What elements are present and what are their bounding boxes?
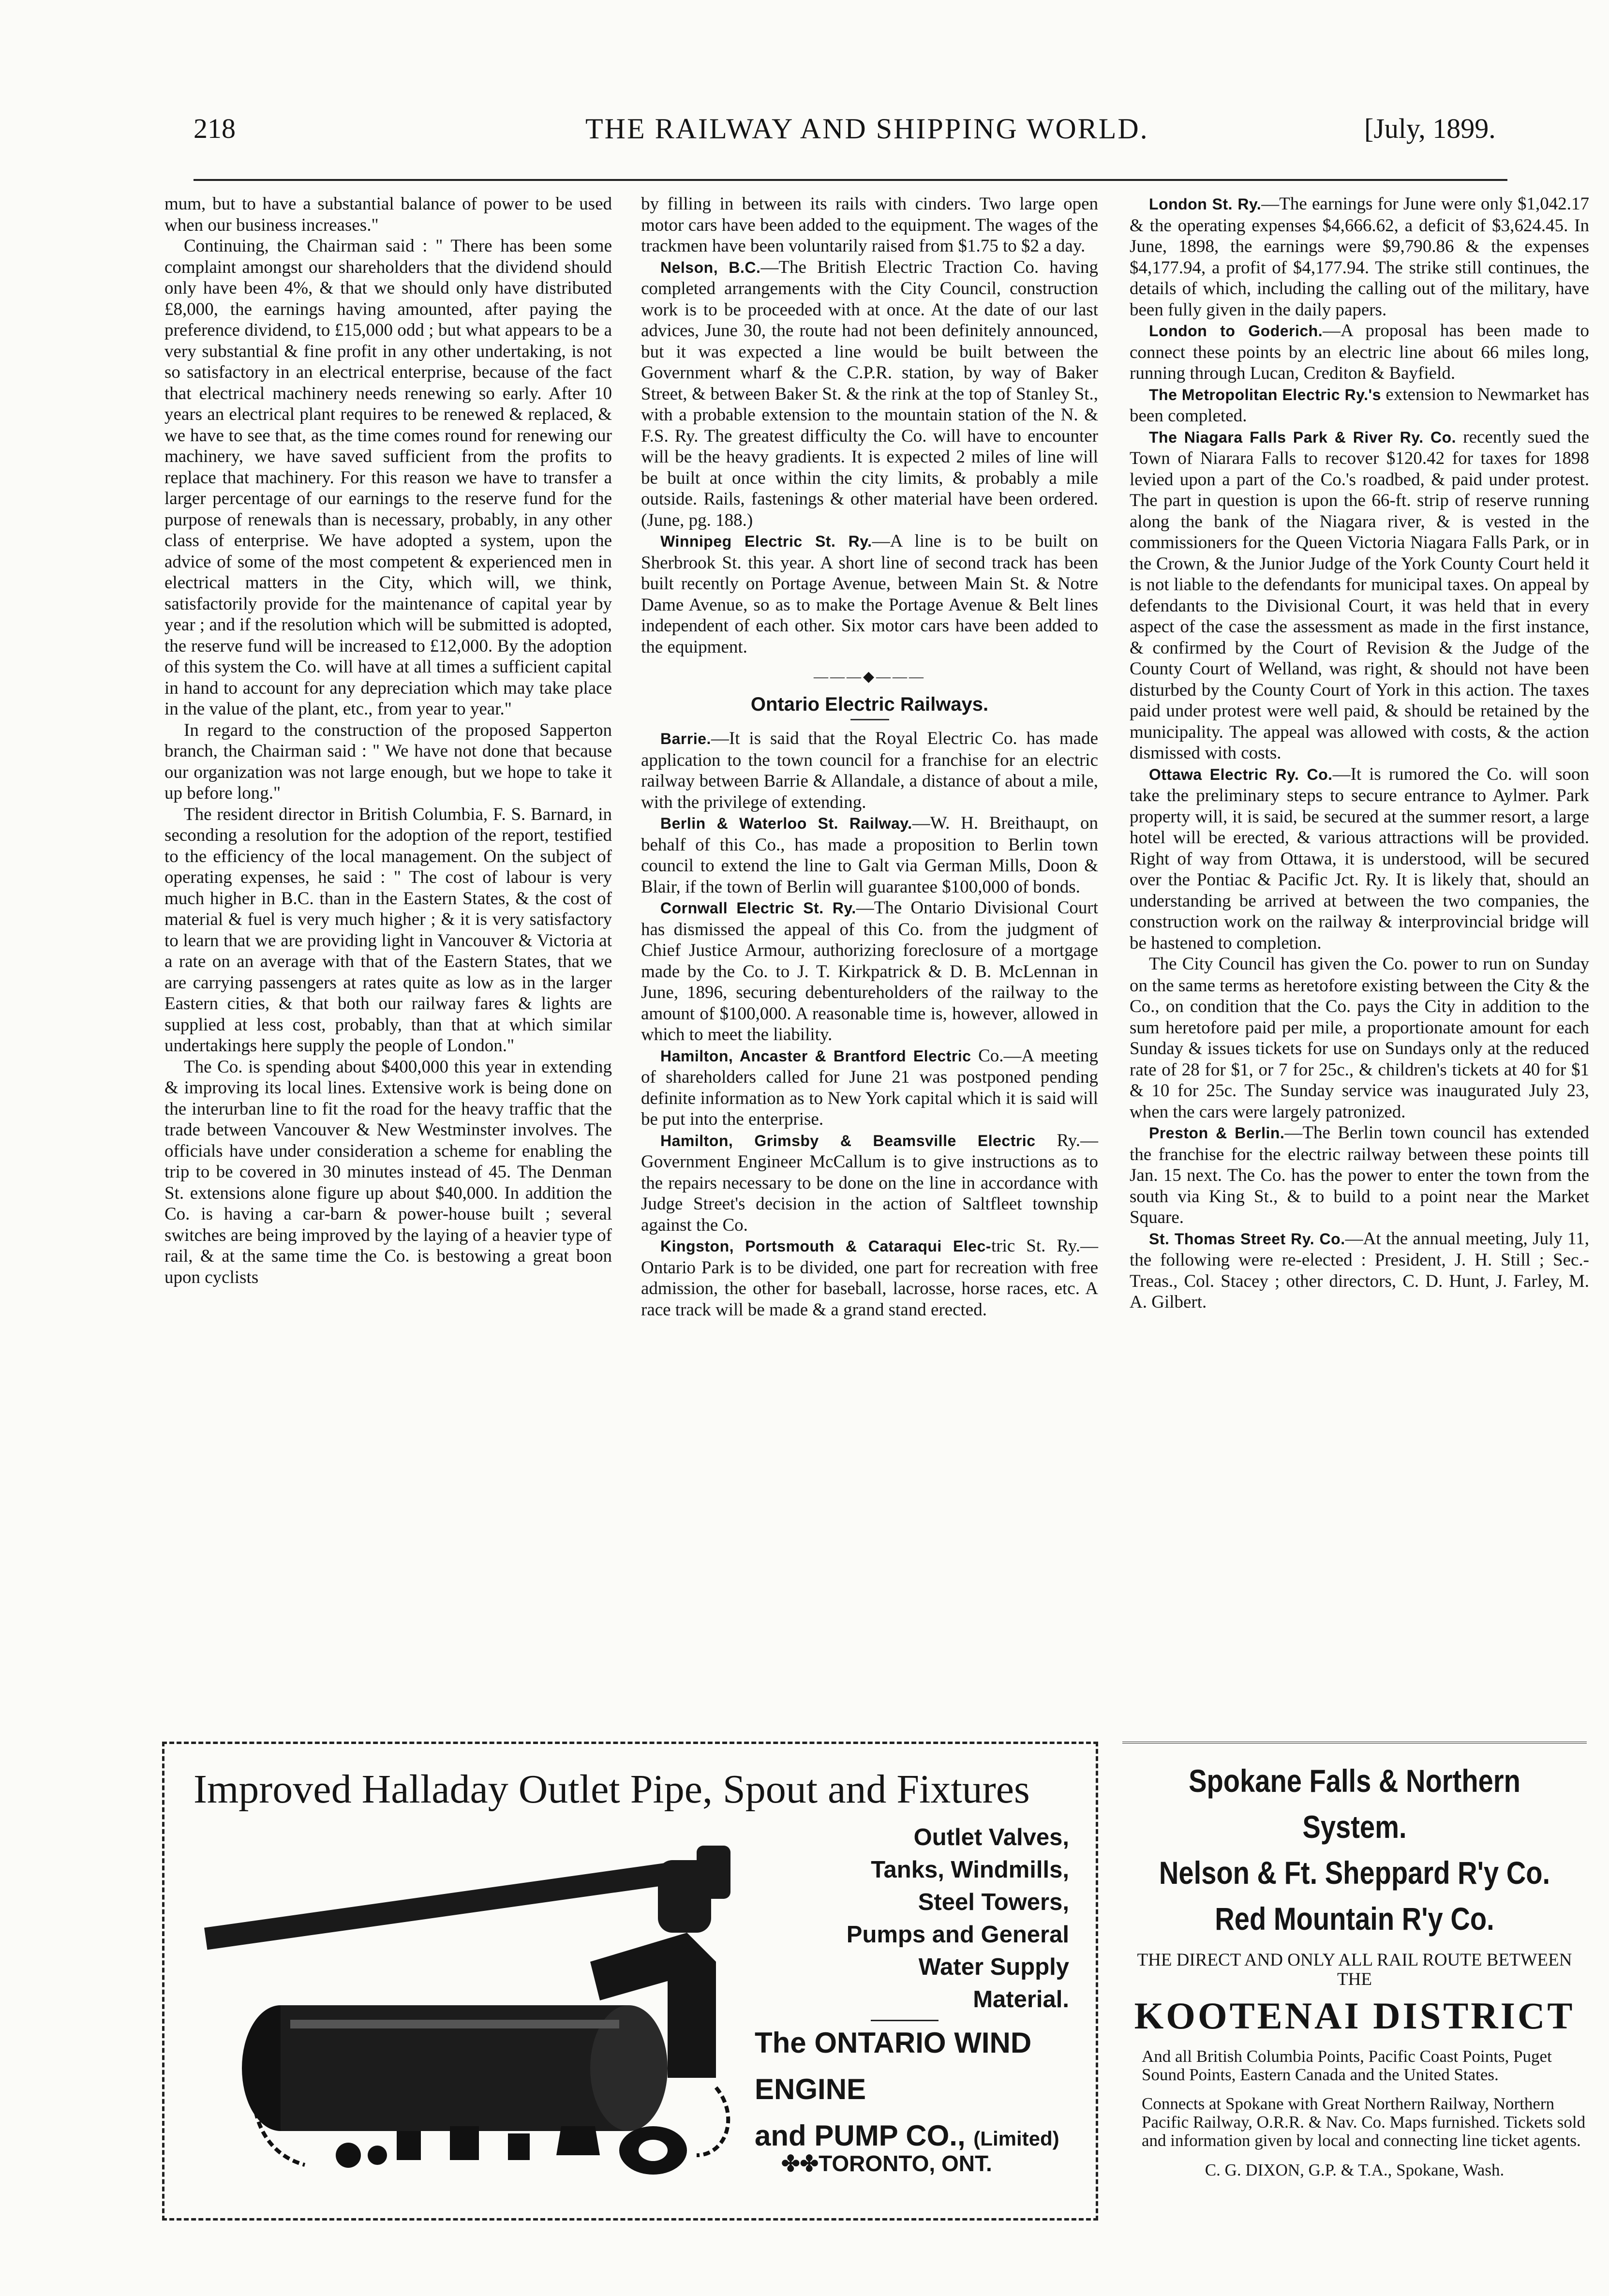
item-heading: Ottawa Electric Ry. Co.: [1149, 765, 1333, 783]
company-location: ✤✤TORONTO, ONT.: [781, 2151, 992, 2176]
pipe-fixtures-illustration: [194, 1817, 774, 2184]
item-text: —The Ontario Divisional Court has dismissed the appeal of this Co. from the judgment of Chief Justice Armour, authorizing foreclosure of a mortgage made by the Co. to J. T. Kirkpatrick & D. B. McLennan in June, 1896, securing debentureholders of the railway to the amount of $100,000. A reasonable time is, however, allowed in which to meet the liability.: [641, 898, 1098, 1044]
item-heading: The Metropolitan Electric Ry.'s: [1149, 386, 1381, 403]
news-item: [1130, 320, 1589, 384]
item-text: —A line is to be built on Sherbrook St. this year. A short line of second track has been built recently on Portage Avenue, between Main St. & Notre Dame Avenue, so as to make the Portage Avenue & Belt lines independent of each other. Six motor cars have been added to the equipment.: [641, 531, 1099, 657]
ad-top-rule: [1122, 1742, 1587, 1744]
product-list: [847, 1821, 1069, 2016]
company-name: [755, 2020, 1096, 2162]
spokane-railway-advertisement: [1122, 1742, 1587, 2216]
product-item: Steel Towers,: [918, 1889, 1069, 1915]
item-heading: Berlin & Waterloo St. Railway.: [660, 815, 912, 832]
news-item: [641, 897, 1098, 1045]
paragraph: by filling in between its rails with cinders. Two large open motor cars have been added to the equipment. The wages of the trackmen have been voluntarily raised from $1.75 to $2 a day.: [641, 194, 1098, 256]
ad-title: Improved Halladay Outlet Pipe, Spout and Fixtures: [194, 1767, 1030, 1812]
item-text: —A proposal has been made to connect these points by an electric line about 66 miles long, running through Lucan, Crediton & Bayfield.: [1130, 321, 1590, 383]
product-item: Tanks, Windmills,: [871, 1857, 1069, 1883]
item-text: —The earnings for June were only $1,042.17 & the operating expenses $4,666.62, a deficit of $3,624.45. In June, 1898, the earnings were $9,790.86 & the expenses $4,177.94, a profit of $4,177.94. The strike still continues, the details of which, including the calling out of the military, have been fully given in the daily papers.: [1130, 194, 1589, 320]
news-item: [641, 813, 1098, 897]
paragraph: Continuing, the Chairman said : " There has been some complaint amongst our shareholders that the dividend should only have been 4%, & that we should only have distributed £8,000, the earnings having amounted, after paying the preference dividend, to £15,000 odd ; but what appears to be a very substantial & fine profit in any other undertaking, is not so satisfactory in an electrical enterprise, because of the fact that electrical machinery needs renewing so early. After 10 years an electrical plant requires to be renewed & replaced, & we have to see that, as the time comes round for renewing our machinery, we have saved sufficient from the profits to replace that machinery. For this reason we have to transfer a larger percentage of our earnings to the reserve fund for the purpose of renewals than is necessary, probably, in any other class of enterprise. We have adopted a system, upon the advice of some of the most competent & experienced men in electrical matters in the City, which will, we think, satisfactorily provide for the maintenance of capital year by year ; and if the resolution which will be submitted is adopted, the reserve fund will be increased to £12,000. By the adoption of this system the Co. will have at all times a sufficient capital in hand to account for any depreciation which may take place in the value of the plant, etc., from year to year.": [164, 236, 612, 719]
section-title: Ontario Electric Railways.: [750, 693, 989, 715]
news-item: [1130, 384, 1589, 427]
item-text: recently sued the Town of Niarara Falls to recover $120.42 for taxes for 1898 levied upon a part of the Co.'s roadbed, & paid under protest. The part in question is upon the 66-ft. strip of reserve running along the bank of the Niagara river, & is vested in the commissioners for the Queen Victoria Niagara Falls Park, or in the Crown, & the Junior Judge of the York County Court held it is not liable to the defendants for municipal taxes. On appeal by defendants to the Divisional Court, it was held that in every aspect of the case the assessment as made in the first instance, & confirmed by the Court of Revision & the Judge of the County Court of Welland, was right, & should not have been disturbed by the County Court of York in this action. The taxes paid under protest were well paid, & should be retained by the municipality. The appeal was allowed with costs, & the action dismissed with costs.: [1130, 427, 1590, 763]
item-text: —W. H. Breithaupt, on behalf of this Co., has made a proposition to Berlin town council to extend the line to Galt via German Mills, Doon & Blair, if the town of Berlin will guarantee $100,000 of bonds.: [641, 813, 1099, 897]
item-heading: Nelson, B.C.: [660, 258, 761, 276]
page-number: 218: [194, 113, 236, 144]
item-heading: Barrie.: [660, 730, 711, 747]
agent-signature: C. G. DIXON, G.P. & T.A., Spokane, Wash.: [1205, 2161, 1505, 2179]
item-text: extension to Newmarket has been completed.: [1130, 384, 1590, 426]
news-item: [641, 1130, 1098, 1236]
news-item: [1130, 954, 1589, 1122]
news-item: [1130, 1122, 1589, 1228]
section-rule: [850, 719, 889, 720]
news-item: [641, 1045, 1098, 1130]
railway-name: Nelson & Ft. Sheppard R'y Co.: [1159, 1855, 1550, 1891]
ad-text: And all British Columbia Points, Pacific Coast Points, Puget Sound Points, Eastern Canada and the United States.: [1142, 2047, 1552, 2084]
section-divider: ———◆———: [813, 669, 926, 685]
item-text: Ry.—Government Engineer McCallum is to give instructions as to the repairs necessary to be done on the line in accordance with Judge Street's decision in the action of Saltfleet township against the Co.: [641, 1130, 1099, 1235]
news-item: [641, 257, 1098, 531]
item-heading: St. Thomas Street Ry. Co.: [1149, 1230, 1345, 1248]
item-text: —At the annual meeting, July 11, the following were re-elected : President, J. H. Still ; Sec.-Treas., Col. Stacey ; other directors, C. D. Hunt, J. Farley, M. A. Gilbert.: [1130, 1228, 1589, 1312]
halladay-advertisement: [162, 1742, 1098, 2221]
issue-date: [July, 1899.: [1364, 113, 1496, 144]
limited-label: (Limited): [973, 2127, 1059, 2150]
item-heading: London to Goderich.: [1149, 322, 1323, 340]
news-item: [1130, 1228, 1589, 1313]
item-text: tric St. Ry.—Ontario Park is to be divided, one part for recreation with free admission, the other for baseball, lacrosse, horse races, etc. A race track will be made & a grand stand erected.: [641, 1236, 1098, 1320]
item-heading: Cornwall Electric St. Ry.: [660, 899, 856, 917]
company-line: The ONTARIO WIND ENGINE: [755, 2027, 1032, 2105]
ad-text: Connects at Spokane with Great Northern Railway, Northern Pacific Railway, O.R.R. & Nav. Co. Maps furnished. Tickets sold and information given by local and connecting line ticket agents.: [1142, 2094, 1586, 2150]
item-text: —The British Electric Traction Co. having completed arrangements with the City Council, construction work is to be proceeded with at once. At the date of our last advices, June 30, the route had not been definitely announced, but it was expected a line would be built between the Government wharf & the C.P.R. station, by way of Baker Street, & between Baker St. & the rink at the top of Stanley St., with a probable extension to the mountain station of the N. & F.S. Ry. The greatest difficulty the Co. will have to encounter will be the heavy gradients. It is expected 2 miles of line will be built at once within the city limits, & probably a mile outside. Rails, fastenings & other material have been ordered. (June, pg. 188.): [641, 257, 1099, 530]
news-item: [641, 1236, 1098, 1320]
item-heading: The Niagara Falls Park & River Ry. Co.: [1149, 428, 1457, 446]
route-subtitle: THE DIRECT AND ONLY ALL RAIL ROUTE BETWEEN THE: [1137, 1950, 1572, 1989]
item-heading: Winnipeg Electric St. Ry.: [660, 533, 872, 550]
railway-name: Red Mountain R'y Co.: [1215, 1901, 1494, 1937]
company-line-text: and PUMP CO.,: [755, 2119, 966, 2152]
product-item: Outlet Valves,: [913, 1824, 1069, 1850]
column-3: [1130, 194, 1589, 1313]
news-item: [1130, 194, 1589, 320]
paragraph: The resident director in British Columbia, F. S. Barnard, in seconding a resolution for the adoption of the report, testified to the efficiency of the local management. On the subject of operating expenses, he said : " The cost of labour is very much higher in B.C. than in the Eastern States, & the cost of material & fuel is very much higher ; & it is very satisfactory to learn that we are providing light in Vancouver & Victoria at a rate on an average with that of the Eastern States, that we are carrying passengers at rates quite as low as in the larger Eastern cities, & that both our railway fares & lights are supplied at less cost, probably, than that at which similar undertakings here supply the people of London.": [164, 804, 612, 1056]
news-item: [641, 728, 1098, 813]
product-item: Pumps and General: [846, 1922, 1069, 1948]
item-text: —It is rumored the Co. will soon take the preliminary steps to secure entrance to Aylmer. Park property will, it is said, be secured at the summer resort, a large hotel will be erected, & various attractions will be provided. Right of way from Ottawa, it is understood, will be secured over the Pontiac & Pacific Jct. Ry. It is likely that, should an understanding be arrived at between the two companies, the construction work on the railway & interprovincial bridge will be hastened to completion.: [1130, 764, 1589, 953]
item-heading: Hamilton, Ancaster & Brantford Electric: [660, 1047, 971, 1065]
column-1: [164, 194, 612, 1288]
paragraph: In regard to the construction of the proposed Sapperton branch, the Chairman said : " We have not done that because our organization was not large enough, but we hope to take it up before long.": [164, 720, 612, 803]
item-text: —The Berlin town council has extended the franchise for the electric railway between these points till Jan. 15 next. The Co. has the power to enter the town from the south via King St., & to build to a point near the Market Square.: [1130, 1123, 1590, 1227]
railway-name: Spokane Falls & Northern System.: [1189, 1763, 1520, 1845]
item-heading: Hamilton, Grimsby & Beamsville Electric: [660, 1132, 1036, 1149]
journal-title: THE RAILWAY AND SHIPPING WORLD.: [585, 113, 1149, 145]
district-name: KOOTENAI DISTRICT: [1134, 1995, 1575, 2037]
news-item: [641, 531, 1098, 657]
paragraph: mum, but to have a substantial balance of power to be used when our business increases.": [164, 194, 612, 235]
paragraph: The Co. is spending about $400,000 this year in extending & improving its local lines. Extensive work is being done on the interurban line to fit the road for the heavy traffic that the trade between Vancouver & New Westminster involves. The officials have under consideration a scheme for enabling the trip to be covered in 30 minutes instead of 45. The Denman St. extensions alone figure up about $40,000. In addition the Co. is having a car-barn & power-house built ; several switches are being improved by the laying of a heavier type of rail, & at the same time the Co. is bestowing a great boon upon cyclists: [164, 1057, 612, 1287]
item-text: —It is said that the Royal Electric Co. has made application to the town council for a franchise for an electric railway between Barrie & Allandale, a distance of about a mile, with the privilege of extending.: [641, 729, 1098, 812]
item-heading: Preston & Berlin.: [1149, 1124, 1285, 1142]
item-heading: Kingston, Portsmouth & Cataraqui Elec-: [660, 1237, 991, 1255]
product-item: Material.: [973, 1986, 1069, 2013]
item-text: Co.—A meeting of shareholders called for June 21 was postponed pending definite information as to New York capital which it is said will be put into the enterprise.: [641, 1045, 1099, 1129]
news-item: [1130, 764, 1589, 954]
item-heading: London St. Ry.: [1149, 195, 1262, 213]
item-text: The City Council has given the Co. power to run on Sunday on the same terms as heretofore existing between the City & the Co., on condition that the Co. pays the City in addition to the sum heretofore paid per mile, a proportionate amount for each Sunday & issues tickets for use on Sundays only at the reduced rate of 28 for $1, or 7 for 25c., & children's tickets at 40 for $1 & 10 for 25c. The Sunday service was inaugurated July 23, when the cars were largely patronized.: [1130, 954, 1589, 1122]
news-item: [1130, 427, 1589, 764]
column-2: [641, 194, 1098, 1320]
header-rule: [194, 179, 1507, 181]
product-item: Water Supply: [918, 1954, 1069, 1980]
